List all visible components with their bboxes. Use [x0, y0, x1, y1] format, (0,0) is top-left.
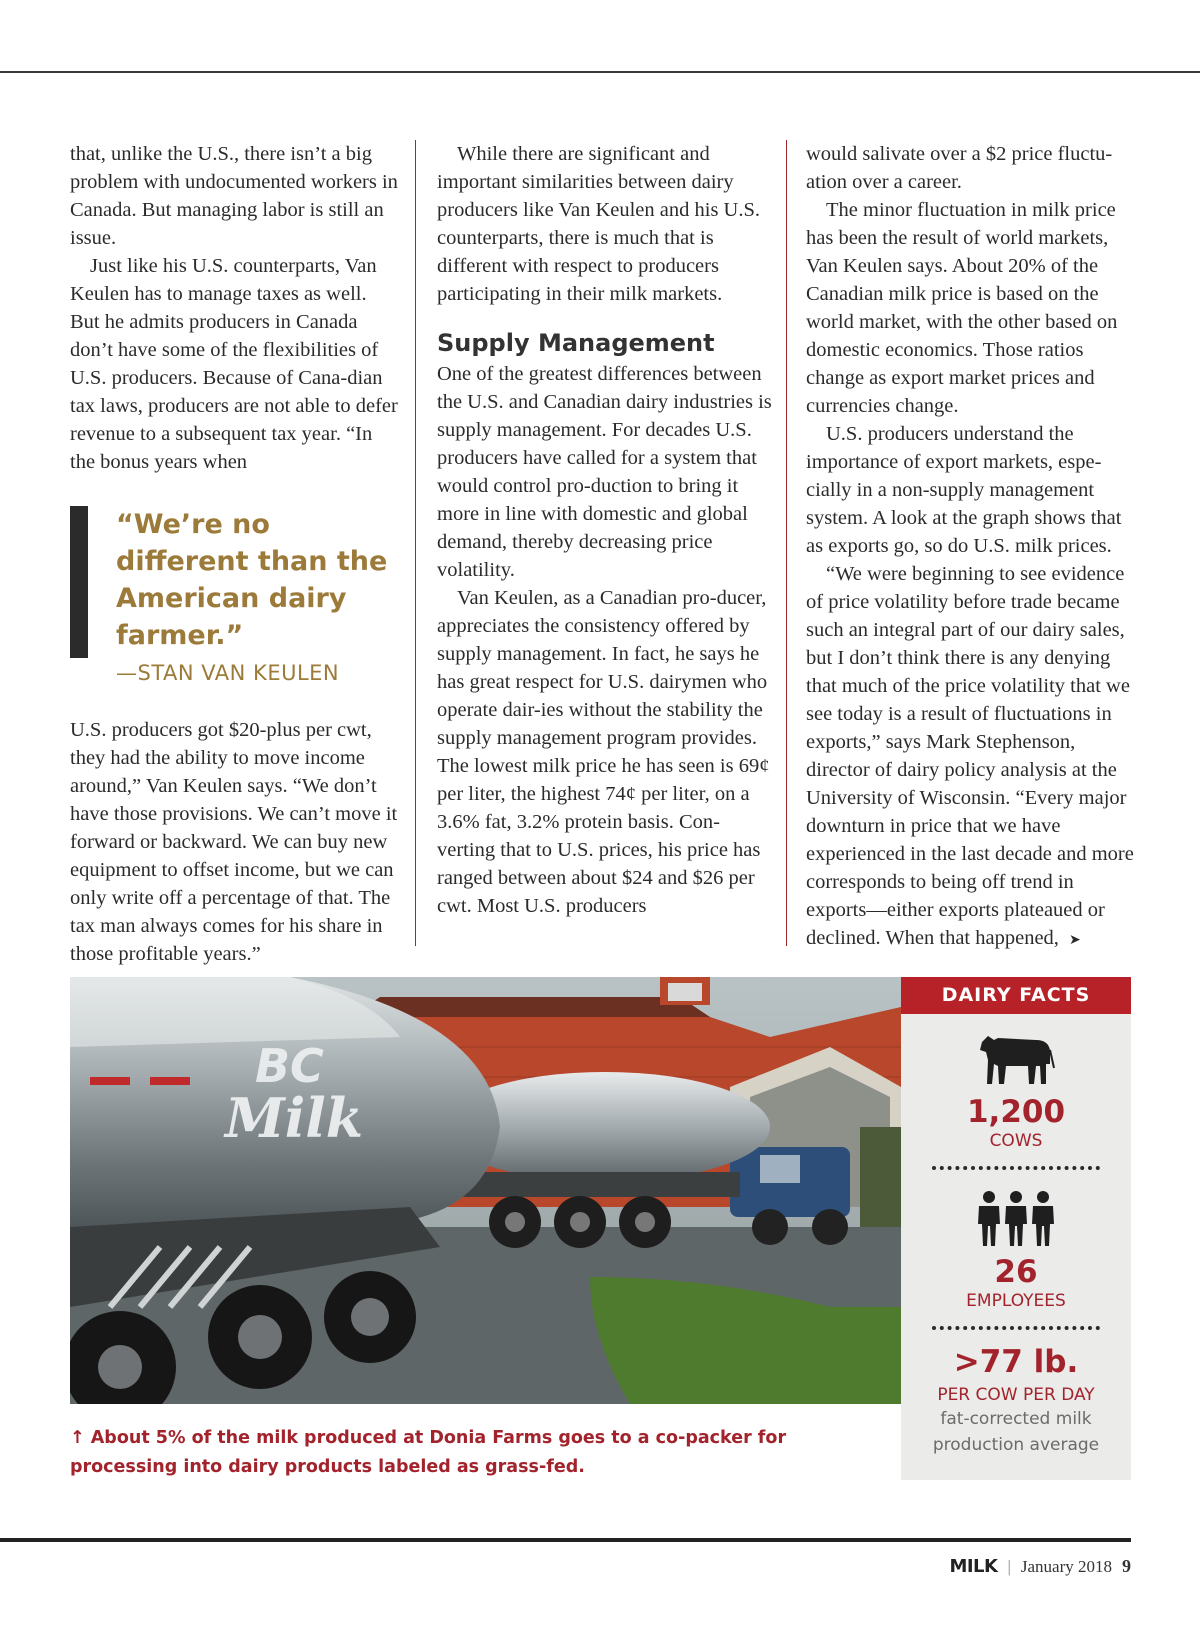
truck-text: BC [255, 1039, 324, 1093]
paragraph: U.S. producers got $20-plus per cwt, they had the ability to move income around,” Van Keulen says. “We don’t have those provisions. We can’t move it forward or backward. We can buy new equipment to offset income, but we can only write off a percentage of that. The tax man always comes for his share in those profitable years.” [70, 719, 398, 965]
paragraph: that, unlike the U.S., there isn’t a big problem with undocumented workers in Canada. But managing labor is still an issue. [70, 143, 398, 249]
up-arrow-icon: ↑ [70, 1428, 85, 1448]
paragraph: The minor fluctuation in milk price has been the result of world markets, Van Keulen says. About 20% of the Canadian milk price is based on the world market, with the other based on domestic economics. Those ratios change as export market prices and currencies change. [806, 199, 1118, 417]
dairy-facts-title: DAIRY FACTS [901, 977, 1131, 1014]
truck-text: Milk [225, 1086, 364, 1150]
photo-illustration [70, 977, 901, 1404]
dotted-divider [932, 1166, 1100, 1170]
article-column-2 [437, 140, 772, 920]
section-heading: Supply Management [437, 329, 715, 357]
pull-quote-bar [70, 506, 88, 658]
paragraph: U.S. producers understand the importance of export markets, espe-cially in a non-supply management system. A look at the graph shows that as exports go, so do U.S. milk prices. [806, 423, 1122, 557]
paragraph-text: “We were beginning to see evidence of price volatility before trade became such an integral part of our dairy sales, but I don’t think there is any denying that much of the price volatility that we see today is a result of fluctuations in exports,” says Mark Stephenson, director of dairy policy analysis at the University of Wisconsin. “Every major downturn in price that we have experienced in the last decade and more corresponds to being off trend in exports—either exports plateaued or declined. When that happened, [806, 563, 1134, 949]
magazine-logo: MILK [949, 1556, 998, 1577]
dotted-divider [932, 1326, 1100, 1330]
bottom-rule [0, 1538, 1131, 1542]
page-number: 9 [1122, 1556, 1131, 1576]
continue-arrow-icon: ➤ [1068, 932, 1081, 948]
column-divider [786, 140, 787, 946]
milk-per-cow-label: PER COW PER DAY [937, 1385, 1095, 1405]
cows-count: 1,200 [966, 1094, 1066, 1130]
top-rule [0, 71, 1200, 73]
paragraph: While there are significant and important similarities between dairy producers like Van Keulen and his U.S. counterparts, there is much that is different with respect to producers participating in their milk markets. [437, 143, 761, 305]
article-column-3 [806, 140, 1136, 954]
paragraph: would salivate over a $2 price fluctu-ation over a career. [806, 143, 1113, 193]
footer-separator: | [1007, 1557, 1011, 1576]
caption-text: About 5% of the milk produced at Donia Farms goes to a co-packer for processing into dairy products labeled as grass-fed. [70, 1428, 787, 1477]
employees-label: EMPLOYEES [966, 1291, 1066, 1311]
milk-per-cow-value: >77 lb. [953, 1344, 1079, 1380]
photo-caption [70, 1424, 890, 1482]
pull-quote-text: “We’re no different than the American dairy farmer.” [116, 509, 388, 651]
paragraph: Just like his U.S. counterparts, Van Keulen has to manage taxes as well. But he admits producers in Canada don’t have some of the flexibilities of U.S. producers. Because of Cana-dian tax laws, producers are not able to defer revenue to a subsequent tax year. “In the bonus years when [70, 255, 398, 473]
pull-quote-attribution: —STAN VAN KEULEN [116, 661, 340, 685]
cows-label: COWS [989, 1131, 1043, 1151]
paragraph [806, 560, 1136, 954]
column-divider [415, 140, 416, 946]
cow-icon [976, 1028, 1056, 1088]
milk-per-cow-note: fat-corrected milk production average [932, 1409, 1100, 1455]
paragraph: One of the greatest differences between the U.S. and Canadian dairy industries is supply management. For decades U.S. producers have called for a system that would control pro-duction to bring it more in line with domestic and global demand, thereby decreasing price volatility. [437, 363, 772, 581]
paragraph: Van Keulen, as a Canadian pro-ducer, appreciates the consistency offered by supply management. In fact, he says he has great respect for U.S. dairymen who operate dair-ies without the stability the supply management program provides. The lowest milk price he has seen is 69¢ per liter, the highest 74¢ per liter, on a 3.6% fat, 3.2% protein basis. Con-verting that to U.S. prices, his price has ranged between about $24 and $26 per cwt. Most U.S. producers [437, 587, 770, 917]
people-icon [976, 1190, 1056, 1248]
issue-date: January 2018 [1020, 1557, 1112, 1576]
article-column-1 [70, 140, 400, 968]
milk-tanker-photo [70, 977, 901, 1404]
page-footer [949, 1556, 1131, 1577]
employees-count: 26 [994, 1254, 1038, 1290]
pull-quote [70, 506, 400, 688]
dairy-facts-sidebar [901, 977, 1131, 1480]
